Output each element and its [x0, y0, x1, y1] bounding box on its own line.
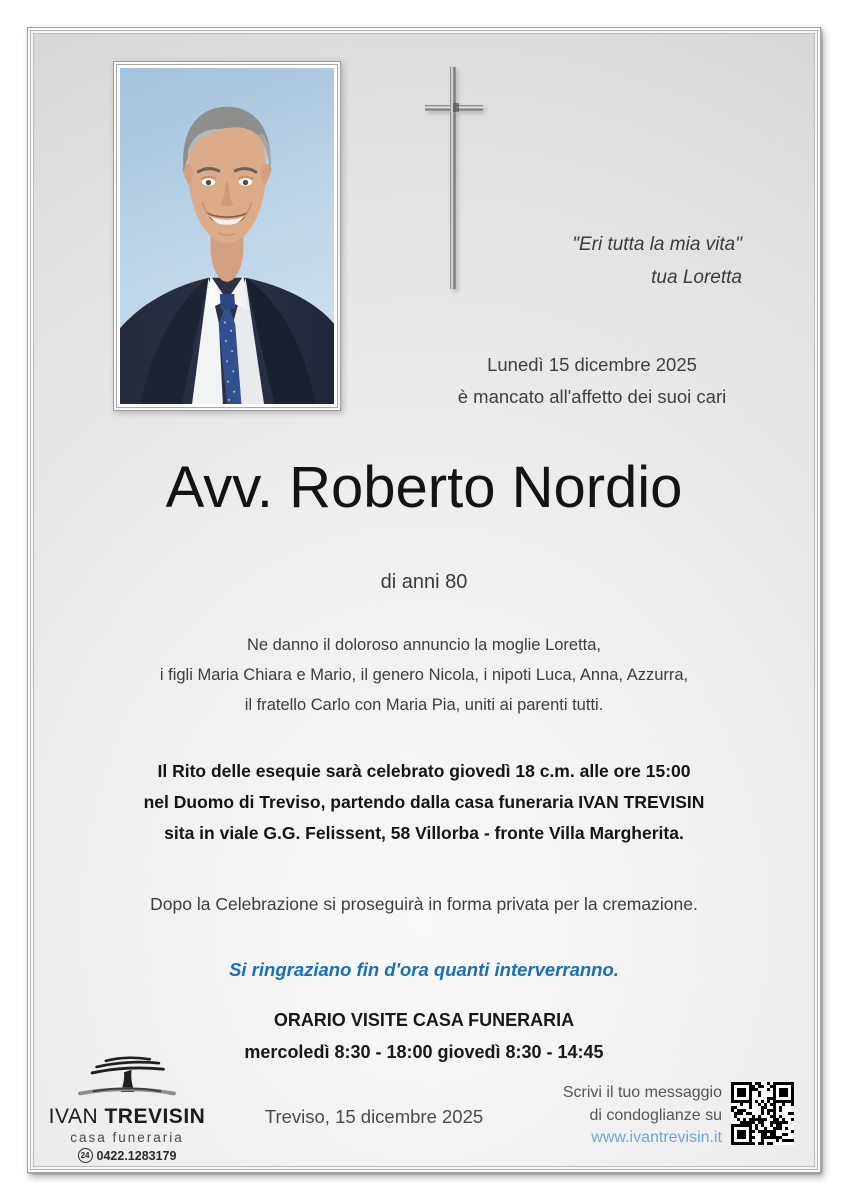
phone-24h-icon: 24	[78, 1148, 93, 1163]
announcement-line: i figli Maria Chiara e Mario, il genero Nicola, i nipoti Luca, Anna, Azzurra,	[159, 666, 689, 684]
cremation-note: Dopo la Celebrazione si proseguirà in forma privata per la cremazione.	[150, 894, 698, 914]
death-date: Lunedì 15 dicembre 2025	[487, 354, 697, 375]
phone-number: 0422.1283179	[96, 1148, 177, 1163]
condolence-website-link[interactable]: www.ivantrevisin.it	[591, 1129, 722, 1146]
family-announcement	[34, 630, 814, 720]
funeral-line: Il Rito delle esequie sarà celebrato giovedì 18 c.m. alle ore 15:00	[157, 761, 691, 781]
funeral-home-subtitle: casa funeraria	[70, 1130, 184, 1145]
card-content	[34, 34, 814, 1166]
funeral-home-logo	[42, 1054, 212, 1163]
visiting-hours-title: ORARIO VISITE CASA FUNERARIA	[273, 1010, 575, 1030]
cross-icon	[413, 61, 493, 299]
logo-name-bold: TREVISIN	[104, 1105, 206, 1128]
visiting-hours: mercoledì 8:30 - 18:00 giovedì 8:30 - 14:45	[244, 1042, 604, 1062]
announcement-line: il fratello Carlo con Maria Pia, uniti ai parenti tutti.	[244, 696, 604, 714]
deceased-name: Avv. Roberto Nordio	[165, 455, 683, 520]
funeral-home-name	[42, 1105, 212, 1129]
deceased-age: di anni 80	[380, 571, 468, 593]
condolence-line: Scrivi il tuo messaggio	[562, 1084, 722, 1101]
condolence-line: di condoglianze su	[589, 1106, 722, 1124]
tree-logo-icon	[57, 1054, 197, 1098]
qr-code	[731, 1082, 794, 1145]
memorial-card	[27, 27, 821, 1173]
funeral-line: sita in viale G.G. Felissent, 58 Villorba - fronte Villa Margherita.	[164, 823, 684, 843]
portrait-photo	[120, 68, 334, 404]
death-date-block	[441, 349, 743, 413]
dedication-quote	[572, 228, 742, 294]
thanks-note: Si ringraziano fin d'ora quanti interverranno.	[229, 959, 619, 980]
funeral-home-phone	[42, 1148, 212, 1163]
condolence-block	[563, 1082, 722, 1150]
announcement-line: Ne danno il doloroso annuncio la moglie Loretta,	[246, 636, 602, 654]
quote-line: "Eri tutta la mia vita"	[572, 234, 742, 255]
death-phrase: è mancato all'affetto dei suoi cari	[457, 386, 727, 407]
portrait-photo-frame	[113, 61, 341, 411]
funeral-line: nel Duomo di Treviso, partendo dalla casa funeraria IVAN TREVISIN	[143, 792, 705, 812]
footer-place-date: Treviso, 15 dicembre 2025	[264, 1106, 484, 1127]
logo-name-light: IVAN	[48, 1105, 99, 1128]
quote-signature: tua Loretta	[651, 267, 742, 288]
funeral-details	[34, 756, 814, 849]
